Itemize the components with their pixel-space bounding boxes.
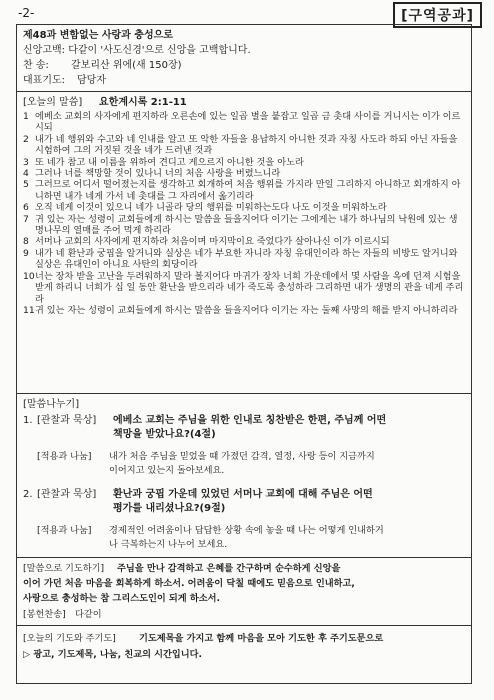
offering-value: 다같이 xyxy=(75,609,102,620)
hymn-label: 찬 송: xyxy=(23,60,49,71)
verse-row xyxy=(23,202,465,213)
verse-number: 8 xyxy=(23,236,29,248)
verse-number: 9 xyxy=(23,247,29,259)
question-1-tag: [관찰과 묵상] xyxy=(37,415,97,426)
verse-number: 3 xyxy=(23,156,29,168)
verse-text: 그러므로 어디서 떨어졌는지를 생각하고 회개하여 처음 행위를 가지라 만일 그리하지 아니하고 회개하지 아니하면 내가 네게 가서 네 촛대를 그 자리에서 옮기리라 xyxy=(35,179,461,202)
question-1-text: 에베소 교회는 주님을 위한 인내로 칭찬받은 한편, 주님께 어떤 xyxy=(113,415,387,426)
verse-row xyxy=(23,157,465,168)
divider xyxy=(17,393,471,394)
question-1-number: 1. xyxy=(23,415,33,426)
answer-1-text-cont: 이어지고 있는지 돌아보세요. xyxy=(109,465,225,476)
lesson-title: 제48과 변함없는 사랑과 충성으로 xyxy=(23,30,173,41)
verse-row xyxy=(23,168,465,179)
topic-text: 기도제목을 가지고 함께 마음을 모아 기도한 후 주기도문으로 xyxy=(139,633,384,644)
closing-prayer-line-3: 사랑으로 충성하는 참 그리스도인이 되게 하소서. xyxy=(23,593,220,604)
prayer-label: 대표기도: xyxy=(23,75,66,86)
verse-list xyxy=(23,111,465,316)
divider xyxy=(17,91,471,92)
closing-prayer-line-2: 이어 가던 처음 마음을 회복하게 하소서. 어려움이 닥칠 때에도 믿음으로 인내하고, xyxy=(23,578,355,589)
verse-text: 그러나 너를 책망할 것이 있나니 너의 처음 사랑을 버렸느니라 xyxy=(35,168,281,180)
closing-prayer-line-1: 주님을 만나 감격하고 은혜를 간구하며 순수하게 신앙을 xyxy=(117,563,341,574)
verse-number: 2 xyxy=(23,133,29,145)
hymn-value: 갈보리산 위에(새 150장) xyxy=(71,60,182,71)
question-2-number: 2. xyxy=(23,489,33,500)
prayer-value: 담당자 xyxy=(77,75,106,86)
question-2-tag: [관찰과 묵상] xyxy=(37,489,97,500)
verse-text: 서머나 교회의 사자에게 편지하라 처음이며 마지막이요 죽었다가 살아나신 이가 이르시되 xyxy=(35,236,390,248)
verse-text: 에베소 교회의 사자에게 편지하라 오른손에 있는 일곱 별을 붙잡고 일곱 금 촛대 사이를 거니시는 이가 이르시되 xyxy=(35,111,461,134)
verse-text: 귀 있는 자는 성령이 교회들에게 하시는 말씀을 들을지어다 이기는 자는 둘째 사망의 해를 받지 아니하리라 xyxy=(35,304,458,316)
question-2-text-cont: 평가를 내리셨나요?(9절) xyxy=(113,503,226,514)
divider xyxy=(17,625,471,626)
verse-number: 11 xyxy=(23,304,35,316)
divider xyxy=(17,557,471,558)
creed-line: 신앙고백: 다같이 '사도신경'으로 신앙을 고백합니다. xyxy=(23,45,251,56)
verse-number: 10 xyxy=(23,270,35,282)
verse-number: 7 xyxy=(23,213,29,225)
section-title: [구역공과] xyxy=(393,2,482,28)
page-number: -2- xyxy=(18,6,35,20)
lesson-frame xyxy=(16,24,472,684)
announcement: ▷ 광고, 기도제목, 나눔, 친교의 시간입니다. xyxy=(23,649,203,660)
answer-2-text: 경제적인 어려움이나 답답한 상황 속에 놓을 때 나는 어떻게 인내하거 xyxy=(109,525,384,536)
verse-number: 1 xyxy=(23,111,29,122)
reading-reference: 요한계시록 2:1-11 xyxy=(99,97,187,108)
sharing-label: [말씀나누기] xyxy=(23,399,80,410)
answer-2-tag: [적용과 나눔] xyxy=(37,525,92,536)
topic-tag: [오늘의 기도와 주기도] xyxy=(23,633,116,644)
verse-text: 오직 네게 이것이 있으니 네가 니골라 당의 행위를 미워하는도다 나도 이것을 미워하노라 xyxy=(35,202,387,214)
verse-text: 또 네가 참고 내 이름을 위하여 견디고 게으르지 아니한 것을 아노라 xyxy=(35,156,304,168)
reading-label: [오늘의 말씀] xyxy=(23,97,83,108)
question-1-text-cont: 책망을 받았나요?(4절) xyxy=(113,429,216,440)
answer-2-text-cont: 나 극복하는지 나누어 보세요. xyxy=(109,539,228,550)
question-2-text: 환난과 궁핍 가운데 있었던 서머나 교회에 대해 주님은 어떤 xyxy=(113,489,373,500)
verse-row xyxy=(23,179,465,202)
answer-1-tag: [적용과 나눔] xyxy=(37,451,92,462)
verse-text: 귀 있는 자는 성령이 교회들에게 하시는 말씀을 들을지어다 이기는 그에게는 내가 하나님의 낙원에 있는 생명나무의 열매를 주어 먹게 하리라 xyxy=(35,213,458,237)
verse-row xyxy=(23,248,465,271)
verse-row xyxy=(23,111,465,134)
answer-1-text: 내가 처음 주님을 믿었을 때 가졌던 감격, 열정, 사랑 등이 지금까지 xyxy=(109,451,375,462)
verse-text: 너는 장차 받을 고난을 두려워하지 말라 볼지어다 마귀가 장차 너희 가운데에서 몇 사람을 옥에 던져 시험을 받게 하리니 너희가 십 일 동안 환난을 받으리라 네가 죽도록 충성하라 그리하면 내가 생명의 관을 네게 주리라 xyxy=(35,270,464,305)
verse-row xyxy=(23,214,465,237)
verse-number: 5 xyxy=(23,179,29,191)
verse-row xyxy=(23,305,465,316)
verse-number: 6 xyxy=(23,202,29,214)
verse-row xyxy=(23,134,465,157)
verse-row xyxy=(23,236,465,247)
prayer-tag: [말씀으로 기도하기] xyxy=(23,563,105,574)
offering-tag: [봉헌찬송] xyxy=(23,609,66,620)
verse-row xyxy=(23,271,465,305)
verse-number: 4 xyxy=(23,168,29,180)
verse-text: 내가 네 행위와 수고와 네 인내를 알고 또 악한 자들을 용납하지 아니한 것과 자칭 사도라 하되 아닌 자들을 시험하여 그의 거짓된 것을 네가 드러낸 것과 xyxy=(35,133,458,157)
verse-text: 내가 네 환난과 궁핍을 알거니와 실상은 네가 부요한 자니라 자칭 유대인이라 하는 자들의 비방도 알거니와 실상은 유대인이 아니요 사탄의 회당이라 xyxy=(35,247,458,271)
